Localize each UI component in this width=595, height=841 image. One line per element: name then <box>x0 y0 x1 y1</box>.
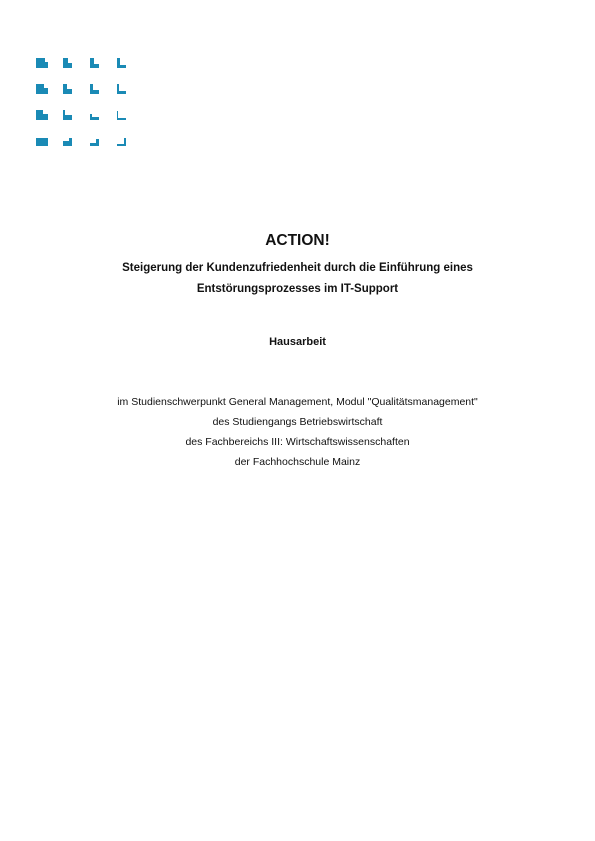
document-subtitle <box>0 258 595 300</box>
document-title: ACTION! <box>265 232 330 249</box>
subtitle-line: Steigerung der Kundenzufriedenheit durch die Einführung eines <box>122 262 473 274</box>
document-description <box>0 392 595 472</box>
university-logo-icon <box>36 58 132 154</box>
description-line: der Fachhochschule Mainz <box>234 456 361 468</box>
description-line: im Studienschwerpunkt General Management, Modul "Qualitätsmanagement" <box>117 396 478 408</box>
description-line: des Fachbereichs III: Wirtschaftswissenschaften <box>185 436 410 448</box>
subtitle-line: Entstörungsprozesses im IT-Support <box>196 283 399 295</box>
document-type: Hausarbeit <box>269 336 326 348</box>
description-line: des Studiengangs Betriebswirtschaft <box>212 416 383 428</box>
